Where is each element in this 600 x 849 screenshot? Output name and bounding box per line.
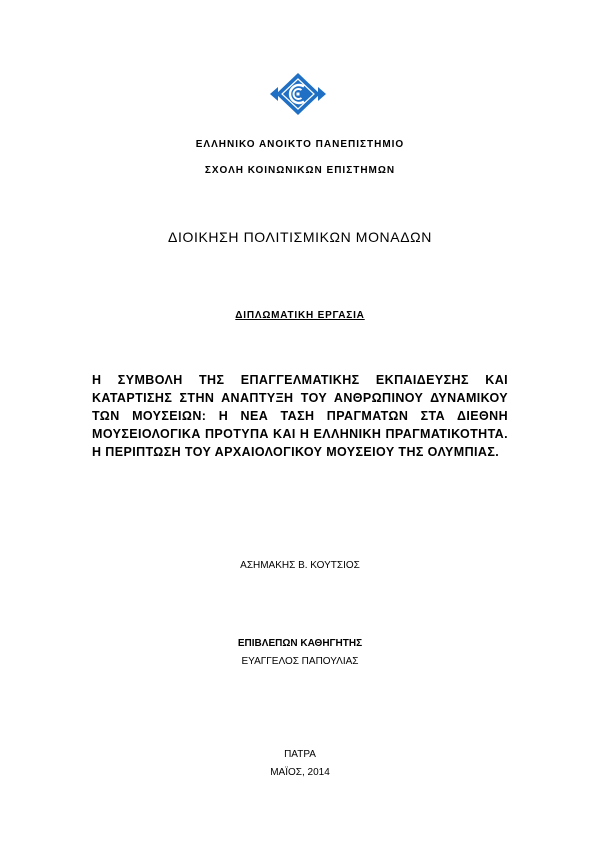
date: ΜΑΪΟΣ, 2014 — [270, 767, 330, 778]
city: ΠΑΤΡΑ — [284, 749, 316, 760]
author-name: ΑΣΗΜΑΚΗΣ Β. ΚΟΥΤΣΙΟΣ — [240, 560, 360, 571]
program-name: ΔΙΟΙΚΗΣΗ ΠΟΛΙΤΙΣΜΙΚΩΝ ΜΟΝΑΔΩΝ — [168, 229, 432, 245]
document-type: ΔΙΠΛΩΜΑΤΙΚΗ ΕΡΓΑΣΙΑ — [235, 310, 365, 321]
university-name: ΕΛΛΗΝΙΚΟ ΑΝΟΙΚΤΟ ΠΑΝΕΠΙΣΤΗΜΙΟ — [195, 139, 405, 150]
supervisor-label: ΕΠΙΒΛΕΠΩΝ ΚΑΘΗΓΗΤΗΣ — [237, 638, 363, 649]
school-name: ΣΧΟΛΗ ΚΟΙΝΩΝΙΚΩΝ ΕΠΙΣΤΗΜΩΝ — [204, 165, 396, 176]
supervisor-name: ΕΥΑΓΓΕΛΟΣ ΠΑΠΟΥΛΙΑΣ — [241, 656, 359, 667]
thesis-title: Η ΣΥΜΒΟΛΗ ΤΗΣ ΕΠΑΓΓΕΛΜΑΤΙΚΗΣ ΕΚΠΑΙΔΕΥΣΗΣ ΚΑΙ ΚΑΤΑΡΤΙΣΗΣ ΣΤΗΝ ΑΝΑΠΤΥΞΗ ΤΟΥ ΑΝΘΡΩΠΙΝΟΥ ΔΥΝΑΜΙΚΟΥ ΤΩΝ ΜΟΥΣΕΙΩΝ: Η ΝΕΑ ΤΑΣΗ ΠΡΑΓΜΑΤΩΝ ΣΤΑ ΔΙΕΘΝΗ ΜΟΥΣΕΙΟΛΟΓΙΚΑ ΠΡΟΤΥΠΑ ΚΑΙ Η ΕΛΛΗΝΙΚΗ ΠΡΑΓΜΑΤΙΚΟΤΗΤΑ. Η ΠΕΡΙΠΤΩΣΗ ΤΟΥ ΑΡΧΑΙΟΛΟΓΙΚΟΥ ΜΟΥΣΕΙΟΥ ΤΗΣ ΟΛΥΜΠΙΑΣ. — [92, 373, 508, 459]
university-logo-icon — [268, 72, 328, 116]
